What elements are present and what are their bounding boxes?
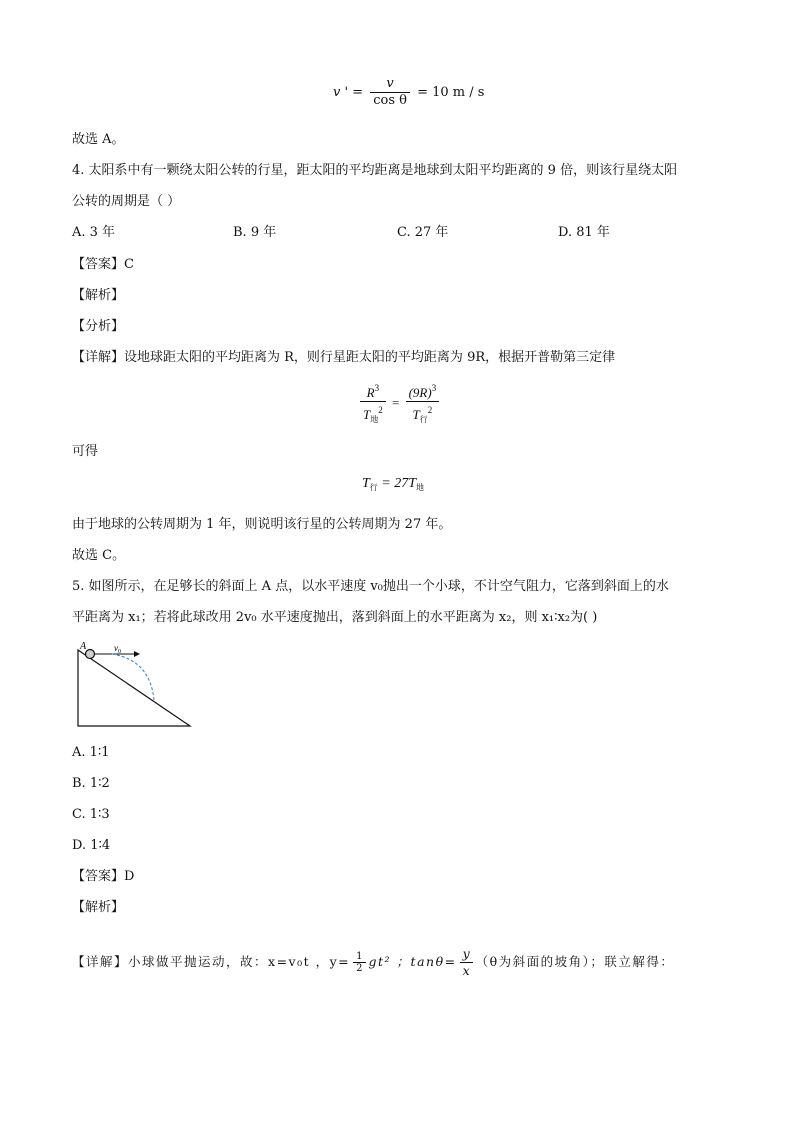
- answer-tag: 【答案】: [72, 257, 125, 272]
- q4-fenxi-tag: 【分析】: [72, 319, 125, 334]
- q4-detail: [72, 349, 615, 367]
- answer-value: C: [124, 257, 134, 272]
- detail-text-b: gt² ；tanθ=: [368, 954, 457, 969]
- q4-option-a: A. 3 年: [72, 225, 116, 240]
- q4-analysis-tag: 【解析】: [72, 288, 125, 303]
- kepler-left-fraction: $\frac{R^3}{T_地^2}$: [360, 380, 386, 428]
- q4-option-d: D. 81 年: [558, 225, 610, 240]
- q4-text-line2: 公转的周期是（ ）: [72, 194, 181, 209]
- detail-text-c: （θ为斜面的坡角）；联立解得：: [475, 954, 675, 969]
- q5-option-b: B. 1∶2: [72, 776, 110, 791]
- incline-triangle: [78, 650, 190, 726]
- answer-tag: 【答案】: [72, 869, 125, 884]
- half-fraction: $\frac{1}{2}$: [353, 951, 365, 974]
- q4-conclusion: 由于地球的公转周期为 1 年，则说明该行星的公转周期为 27 年。: [72, 517, 452, 532]
- q5-option-c: C. 1∶3: [72, 807, 110, 822]
- incline-figure: [72, 638, 196, 732]
- equation-kepler: $\frac{R^3}{T_地^2}$ = $\frac{(9R)^3}{T_行^2}$: [357, 380, 442, 428]
- eq-numerator: v: [370, 76, 410, 93]
- velocity-label: $v_0$: [114, 643, 121, 655]
- q5-text-line2: 平距离为 x₁；若将此球改用 2v₀ 水平速度抛出，落到斜面上的水平距离为 x₂，则 x₁∶x₂为( ): [72, 610, 598, 625]
- detail-text-a: 小球做平抛运动，故：x=v₀t ，y=: [128, 954, 351, 969]
- q4-option-b: B. 9 年: [233, 225, 277, 240]
- velocity-arrowhead: [134, 651, 140, 657]
- q5-option-a: A. 1∶1: [72, 745, 110, 760]
- equation-period-result: $T_行 = 27T_地$: [362, 476, 425, 492]
- eq-rhs: = 10 m / s: [417, 85, 485, 100]
- q5-option-d: D. 1∶4: [72, 838, 111, 853]
- q4-select-c: 故选 C。: [72, 548, 126, 563]
- q5-answer: [72, 868, 134, 886]
- detail-tag: 【详解】: [72, 350, 125, 365]
- detail-text: 设地球距太阳的平均距离为 R，则行星距太阳的平均距离为 9R，根据开普勒第三定律: [124, 350, 616, 365]
- q4-answer: [72, 256, 134, 274]
- point-a-label: A: [80, 641, 87, 652]
- answer-value: D: [124, 869, 135, 884]
- q5-analysis-tag: 【解析】: [72, 900, 125, 915]
- kepler-right-fraction: $\frac{(9R)^3}{T_行^2}$: [406, 380, 440, 428]
- incline-svg: [72, 638, 196, 732]
- equation-velocity: [333, 76, 484, 109]
- conclusion-select-a: 故选 A。: [72, 132, 125, 147]
- q4-text-line1: 4. 太阳系中有一颗绕太阳公转的行星，距太阳的平均距离是地球到太阳平均距离的 9 倍，则该行星绕太阳: [72, 163, 678, 178]
- eq-lhs: v ' =: [333, 85, 364, 100]
- q5-text-line1: 5. 如图所示，在足够长的斜面上 A 点，以水平速度 v₀抛出一个小球，不计空气阻力，它落到斜面上的水: [72, 579, 669, 594]
- eq-fraction: [370, 76, 410, 109]
- ball-icon: [86, 650, 95, 659]
- detail-tag: 【详解】: [72, 954, 129, 969]
- eq-denominator: cos θ: [373, 93, 407, 108]
- tan-fraction: $\frac{y}{x}$: [460, 946, 473, 979]
- q5-detail: [72, 946, 674, 979]
- q4-option-c: C. 27 年: [397, 225, 449, 240]
- q4-kede: 可得: [72, 444, 99, 459]
